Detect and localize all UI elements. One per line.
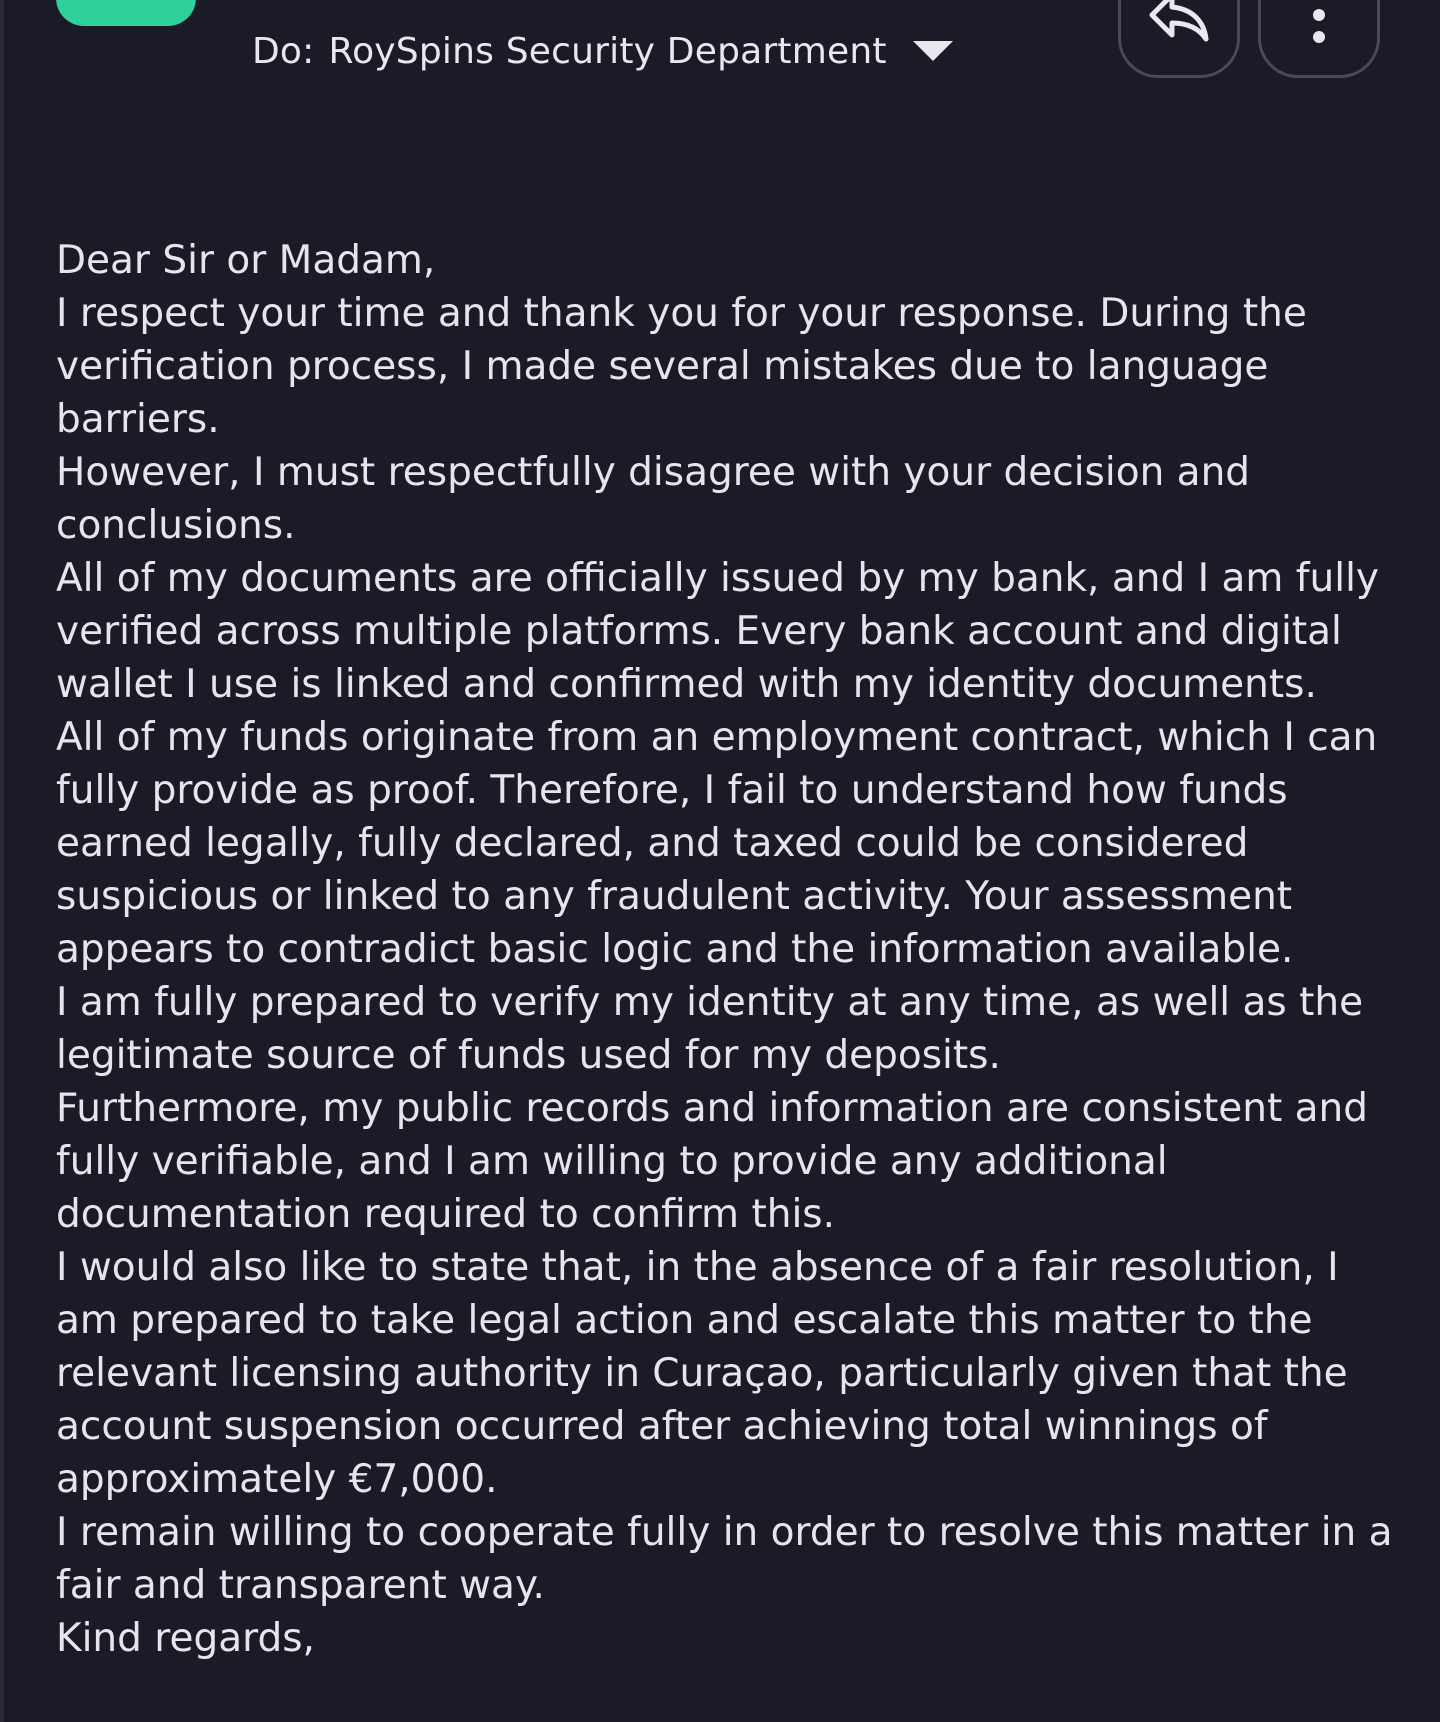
message-paragraph: All of my documents are officially issued by my bank, and I am fully verified across multiple platforms. Every bank account and digital wallet I use is linked and confirmed with my identity documents. <box>56 556 1379 707</box>
recipient-name: RoySpins Security Department <box>328 30 887 72</box>
recipient-row <box>252 24 953 78</box>
message-greeting: Dear Sir or Madam, <box>56 238 436 283</box>
reply-button[interactable] <box>1118 0 1240 78</box>
message-paragraph: However, I must respectfully disagree with your decision and conclusions. <box>56 450 1251 548</box>
more-vertical-icon <box>1309 0 1329 45</box>
message-paragraph: All of my funds originate from an employment contract, which I can fully provide as proof. Therefore, I fail to understand how funds earned legally, fully declared, and taxed could be considered suspicious or linked to any fraudulent activity. Your assessment appears to contradict basic logic and the information available. <box>56 715 1378 972</box>
reply-icon <box>1146 0 1212 45</box>
message-paragraph: I remain willing to cooperate fully in order to resolve this matter in a fair and transparent way. <box>56 1510 1393 1608</box>
message-paragraph: I respect your time and thank you for your response. During the verification process, I made several mistakes due to language barriers. <box>56 291 1307 442</box>
sender-avatar[interactable] <box>56 0 196 26</box>
message-body <box>56 234 1406 1665</box>
message-paragraph: I am fully prepared to verify my identity at any time, as well as the legitimate source of funds used for my deposits. <box>56 980 1364 1078</box>
message-paragraph: I would also like to state that, in the absence of a fair resolution, I am prepared to take legal action and escalate this matter to the relevant licensing authority in Curaçao, particularly given that the account suspension occurred after achieving total winnings of approximately €7,000. <box>56 1245 1348 1502</box>
message-paragraph: Furthermore, my public records and information are consistent and fully verifiable, and I am willing to provide any additional documentation required to confirm this. <box>56 1086 1369 1237</box>
message-signoff: Kind regards, <box>56 1616 315 1661</box>
left-edge-divider <box>0 0 4 1722</box>
more-options-button[interactable] <box>1258 0 1380 78</box>
chevron-down-icon[interactable] <box>913 41 953 61</box>
recipient-prefix: Do: <box>252 30 315 72</box>
